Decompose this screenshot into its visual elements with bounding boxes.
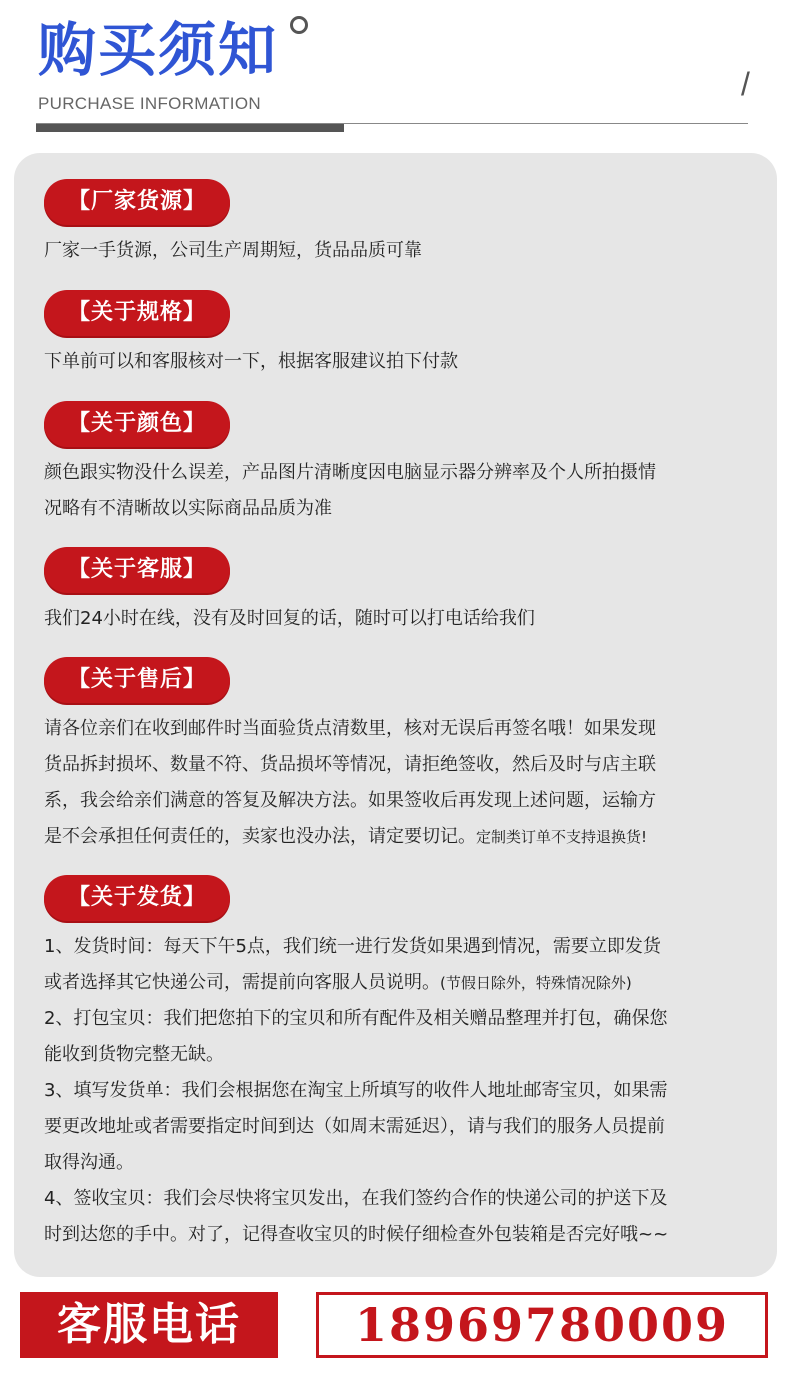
section-text-line: [44, 965, 760, 1001]
section-body: [44, 233, 760, 269]
section-text-line: 取得沟通。: [44, 1152, 134, 1173]
section-label: 【关于规格】: [44, 290, 230, 336]
section-source: [44, 179, 760, 269]
info-panel: [14, 153, 777, 1277]
section-spec: [44, 290, 760, 380]
section-text-line: 4、签收宝贝：我们会尽快将宝贝发出，在我们签约合作的快递公司的护送下及: [44, 1188, 668, 1209]
service-phone-number[interactable]: 18969780009: [316, 1292, 768, 1358]
section-label: 【厂家货源】: [44, 179, 230, 225]
section-label: 【关于客服】: [44, 547, 230, 593]
service-phone-label: 客服电话: [20, 1292, 278, 1358]
header-accent-bar: [36, 124, 344, 132]
title-dot-decoration: [290, 16, 308, 34]
page-title: 购买须知: [38, 16, 279, 84]
section-body: [44, 929, 760, 1253]
header: [0, 0, 790, 140]
section-text-line: 能收到货物完整无缺。: [44, 1044, 224, 1065]
section-text-line: 1、发货时间：每天下午5点，我们统一进行发货如果遇到情况，需要立即发货: [44, 936, 661, 957]
section-text-line: [44, 819, 760, 855]
section-text-note: (节假日除外，特殊情况除外): [440, 974, 632, 992]
section-color: [44, 401, 760, 527]
section-text-line: 颜色跟实物没什么误差，产品图片清晰度因电脑显示器分辨率及个人所拍摄情: [44, 462, 656, 483]
section-shipping: [44, 875, 760, 1253]
section-text-line: 下单前可以和客服核对一下，根据客服建议拍下付款: [44, 351, 458, 372]
slash-decoration: /: [741, 66, 750, 102]
section-text-line: 请各位亲们在收到邮件时当面验货点清数里，核对无误后再签名哦！如果发现: [44, 718, 656, 739]
section-body: [44, 455, 760, 527]
page-subtitle: PURCHASE INFORMATION: [38, 94, 261, 113]
section-service: [44, 547, 760, 637]
section-text-note: 定制类订单不支持退换货!: [476, 828, 648, 846]
section-text-line: 厂家一手货源，公司生产周期短，货品品质可靠: [44, 240, 422, 261]
section-body: [44, 344, 760, 380]
section-aftersale: [44, 657, 760, 855]
section-text-line: 我们24小时在线，没有及时回复的话，随时可以打电话给我们: [44, 608, 535, 629]
section-text-line: 2、打包宝贝：我们把您拍下的宝贝和所有配件及相关赠品整理并打包，确保您: [44, 1008, 668, 1029]
section-text-line: 要更改地址或者需要指定时间到达（如周末需延迟），请与我们的服务人员提前: [44, 1116, 665, 1137]
section-text-segment: 或者选择其它快递公司，需提前向客服人员说明。: [44, 972, 440, 993]
section-label: 【关于发货】: [44, 875, 230, 921]
section-text-line: 时到达您的手中。对了，记得查收宝贝的时候仔细检查外包装箱是否完好哦~~: [44, 1224, 669, 1245]
section-text-segment: 是不会承担任何责任的，卖家也没办法，请定要切记。: [44, 826, 476, 847]
section-label: 【关于颜色】: [44, 401, 230, 447]
section-text-line: 系，我会给亲们满意的答复及解决方法。如果签收后再发现上述问题，运输方: [44, 790, 656, 811]
section-text-line: 况略有不清晰故以实际商品品质为准: [44, 498, 332, 519]
section-text-line: 货品拆封损坏、数量不符、货品损坏等情况，请拒绝签收，然后及时与店主联: [44, 754, 656, 775]
section-body: [44, 601, 760, 637]
section-label: 【关于售后】: [44, 657, 230, 703]
section-text-line: 3、填写发货单：我们会根据您在淘宝上所填写的收件人地址邮寄宝贝，如果需: [44, 1080, 668, 1101]
section-body: [44, 711, 760, 855]
